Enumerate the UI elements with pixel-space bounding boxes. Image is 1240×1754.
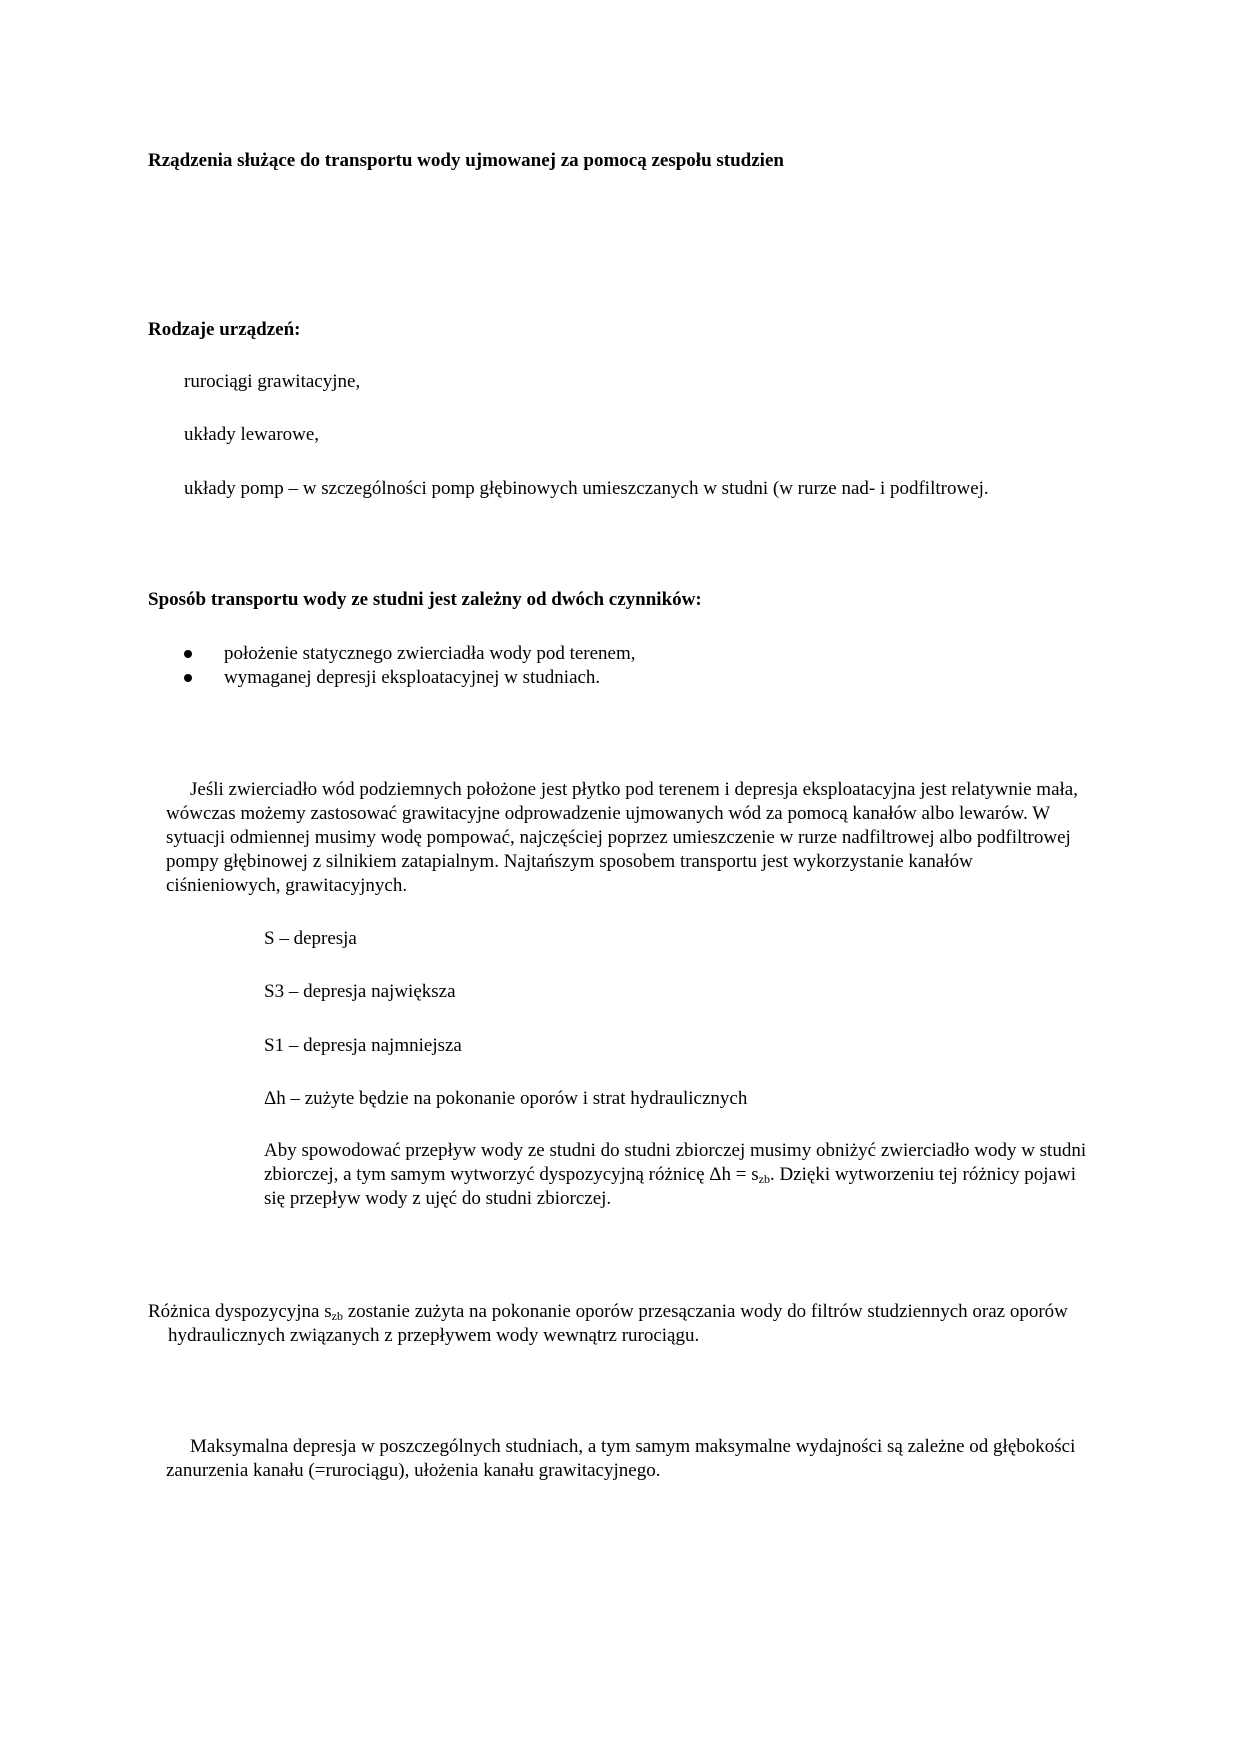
- document-title: Rządzenia służące do transportu wody ujmowanej za pomocą zespołu studzien: [148, 150, 784, 171]
- device-item-pump-systems: układy pomp – w szczególności pomp głębinowych umieszczanych w studni (w rurze nad- i podfiltrowej.: [184, 478, 989, 499]
- bullet-icon: [184, 674, 192, 682]
- bullet-text: wymaganej depresji eksploatacyjnej w studniach.: [224, 667, 601, 688]
- definition-s: S – depresja: [264, 928, 357, 949]
- device-item-gravity-pipelines: rurociągi grawitacyjne,: [184, 371, 361, 392]
- paragraph-head-difference: Różnica dyspozycyjna $s_{zb}$ zostanie zużyta na pokonanie oporów przesączania wody do filtrów studziennych oraz oporów hydraulicznych związanych z przepływem wody wewnątrz rurociągu.: [148, 1301, 1068, 1346]
- device-item-siphon-systems: układy lewarowe,: [184, 424, 320, 445]
- paragraph-max-depression: Maksymalna depresja w poszczególnych studniach, a tym samym maksymalne wydajności są zależne od głębokości zanurzenia kanału (=rurociągu), ułożenia kanału grawitacyjnego.: [166, 1436, 1076, 1481]
- paragraph-gravity-transport: Jeśli zwierciadło wód podziemnych położone jest płytko pod terenem i depresja eksploatacyjna jest relatywnie mała, wówczas możemy zastosować grawitacyjne odprowadzenie ujmowanych wód za pomocą kanałów albo lewarów. W sytuacji odmiennej musimy wodę pompować, najczęściej poprzez umieszczenie w rurze nadfiltrowej albo podfiltrowej pompy głębinowej z silnikiem zatapialnym. Najtańszym sposobem transportu jest wykorzystanie kanałów ciśnieniowych, grawitacyjnych.: [166, 779, 1078, 896]
- section-heading-device-types: Rodzaje urządzeń:: [148, 319, 301, 340]
- paragraph-collecting-well: Aby spowodować przepływ wody ze studni do studni zbiorczej musimy obniżyć zwierciadło wody w studni zbiorczej, a tym samym wytworzyć dyspozycyjną różnicę $\Delta h = s_{zb}$. Dzięki wytworzeniu tej różnicy pojawi się przepływ wody z ujęć do studni zbiorczej.: [264, 1140, 1087, 1209]
- definition-s3: S3 – depresja największa: [264, 981, 456, 1002]
- section-heading-transport-factors: Sposób transportu wody ze studni jest zależny od dwóch czynników:: [148, 589, 702, 610]
- bullet-text: położenie statycznego zwierciadła wody pod terenem,: [224, 643, 636, 664]
- bullet-list: [184, 642, 636, 690]
- bullet-item: [184, 666, 636, 690]
- bullet-item: [184, 642, 636, 666]
- bullet-icon: [184, 650, 192, 658]
- definition-s1: S1 – depresja najmniejsza: [264, 1035, 462, 1056]
- definition-delta-h: Δh – zużyte będzie na pokonanie oporów i strat hydraulicznych: [264, 1088, 748, 1109]
